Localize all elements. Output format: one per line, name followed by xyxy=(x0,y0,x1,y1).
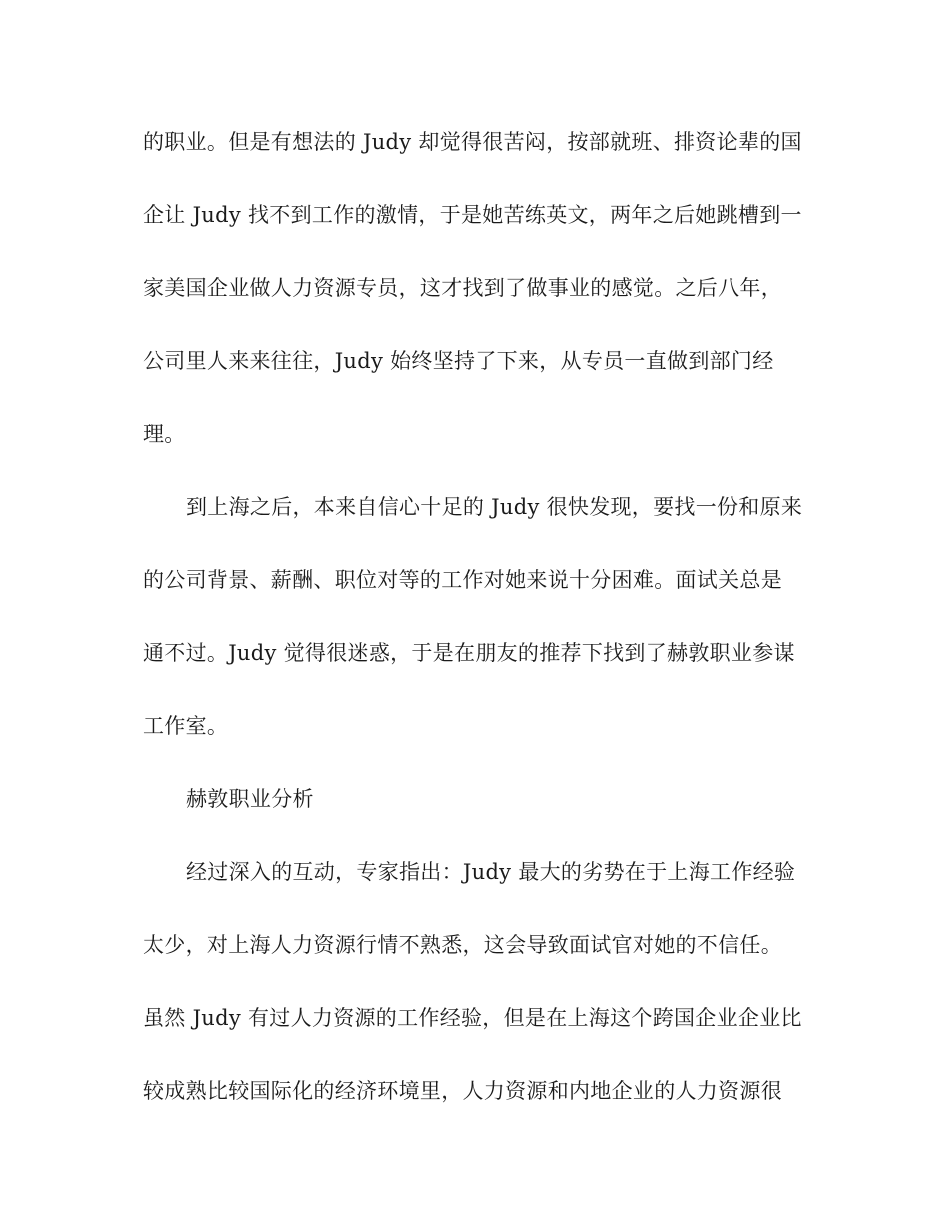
text-line: 工作室。 xyxy=(143,714,229,738)
section-heading: 赫敦职业分析 xyxy=(186,787,314,811)
text-line: 的公司背景、薪酬、职位对等的工作对她来说十分困难。面试关总是 xyxy=(143,568,782,592)
text-line: 公司里人来来往往，Judy 始终坚持了下来，从专员一直做到部门经 xyxy=(143,349,774,373)
text-line: 较成熟比较国际化的经济环境里，人力资源和内地企业的人力资源很 xyxy=(143,1079,782,1103)
document-body xyxy=(143,120,823,1142)
text-line: 理。 xyxy=(143,422,186,446)
text-line: 的职业。但是有想法的 Judy 却觉得很苦闷，按部就班、排资论辈的国 xyxy=(143,130,802,154)
text-line: 太少，对上海人力资源行情不熟悉，这会导致面试官对她的不信任。 xyxy=(143,933,782,957)
paragraph-start-line: 经过深入的互动，专家指出：Judy 最大的劣势在于上海工作经验 xyxy=(186,860,796,884)
text-line: 通不过。Judy 觉得很迷惑，于是在朋友的推荐下找到了赫敦职业参谋 xyxy=(143,641,795,665)
text-line: 家美国企业做人力资源专员，这才找到了做事业的感觉。之后八年， xyxy=(143,276,782,300)
paragraph-start-line: 到上海之后，本来自信心十足的 Judy 很快发现，要找一份和原来 xyxy=(186,495,803,519)
text-line: 虽然 Judy 有过人力资源的工作经验，但是在上海这个跨国企业企业比 xyxy=(143,1006,802,1030)
text-line: 企让 Judy 找不到工作的激情，于是她苦练英文，两年之后她跳槽到一 xyxy=(143,203,802,227)
